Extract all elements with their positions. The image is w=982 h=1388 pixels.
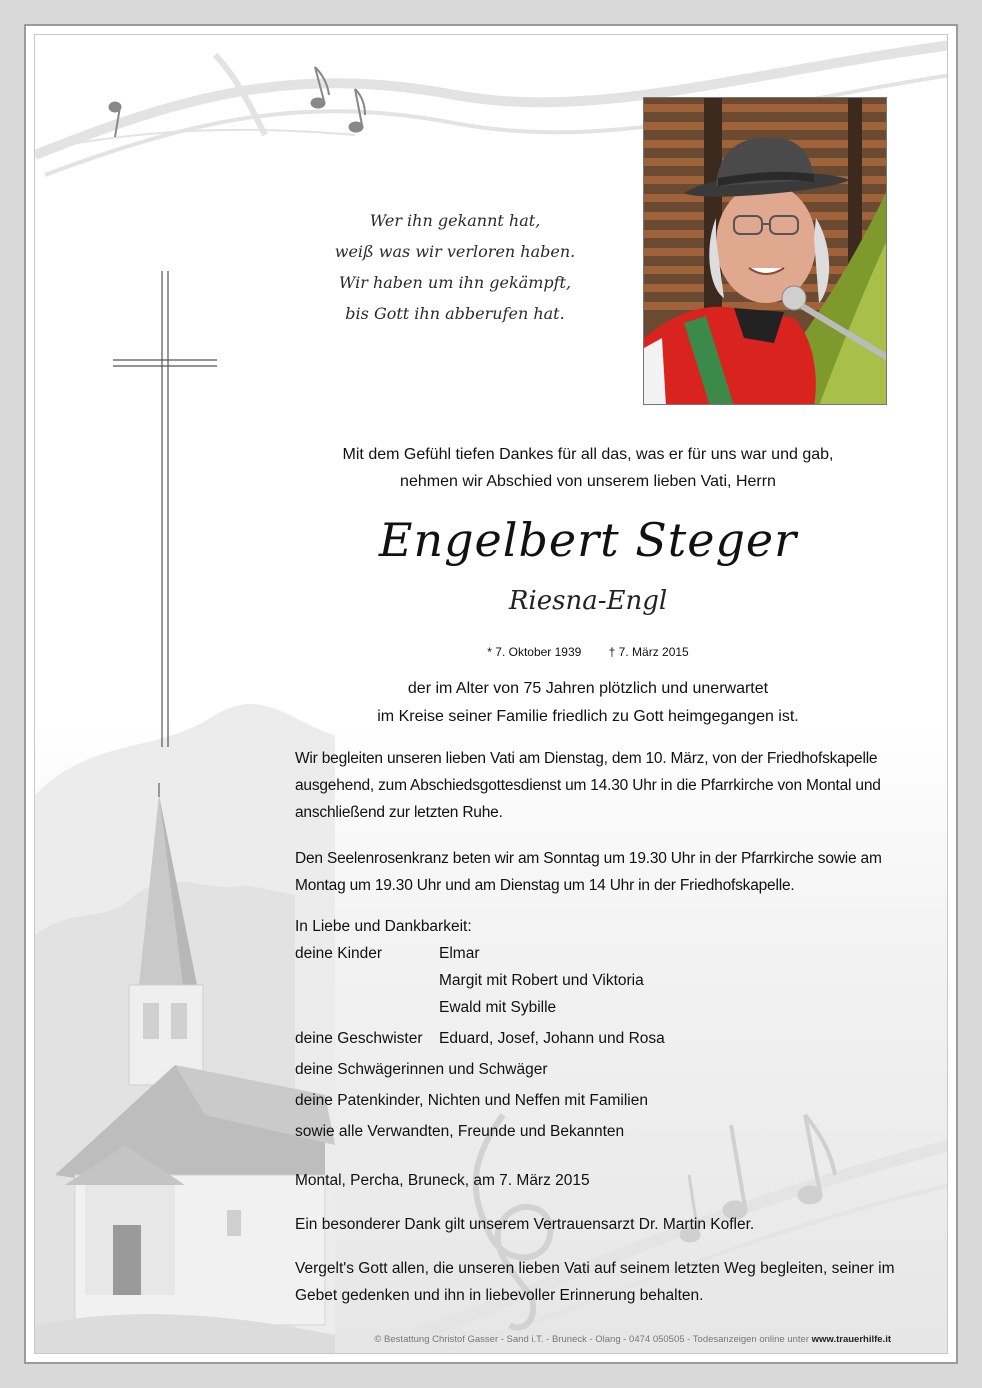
funeral-info: Wir begleiten unseren lieben Vati am Dienstag, dem 10. März, von der Friedhofskapelle ausgehend, zum Abschiedsgottesdienst um 14.30 Uhr in die Pfarrkirche von Montal und anschließend zur letzten Ruhe. [295, 750, 881, 821]
top-music-notes-icon [109, 67, 365, 137]
quote-line: bis Gott ihn abberufen hat. [345, 304, 565, 323]
children-label: deine Kinder [295, 945, 383, 962]
deceased-name: Engelbert Steger [378, 513, 798, 567]
intro-line: Mit dem Gefühl tiefen Dankes für all das, was er für uns war und gab, [342, 446, 834, 463]
intro-text [275, 441, 901, 495]
family-heading: In Liebe und Dankbarkeit: [295, 918, 472, 935]
footer-text: © Bestattung Christof Gasser - Sand i.T. - Bruneck - Olang - 0474 050505 - Todesanzeigen online unter [374, 1334, 809, 1345]
quote-line: Wer ihn gekannt hat, [369, 211, 541, 230]
obituary-card [24, 24, 958, 1364]
quote-line: Wir haben um ihn gekämpft, [338, 273, 572, 292]
child-name: Elmar [439, 945, 480, 962]
passing-text [275, 675, 901, 731]
child-name: Ewald mit Sybille [439, 999, 557, 1016]
passing-line: der im Alter von 75 Jahren plötzlich und unerwartet [407, 680, 769, 697]
birth-date: * 7. Oktober 1939 [487, 645, 582, 659]
card-inner [34, 34, 948, 1354]
cross-icon [113, 271, 217, 747]
footer-credit [295, 1333, 891, 1347]
rosary-info: Den Seelenrosenkranz beten wir am Sonntag um 19.30 Uhr in der Pfarrkirche sowie am Montag um 19.30 Uhr und am Dienstag um 14 Uhr in der Friedhofskapelle. [295, 850, 882, 894]
inlaws-line: deine Schwägerinnen und Schwäger [295, 1061, 548, 1078]
godchildren-line: deine Patenkinder, Nichten und Neffen mit Familien [295, 1092, 648, 1109]
others-line: sowie alle Verwandten, Freunde und Bekannten [295, 1123, 625, 1140]
special-thanks: Ein besonderer Dank gilt unserem Vertrauensarzt Dr. Martin Kofler. [295, 1216, 755, 1233]
siblings-label: deine Geschwister [295, 1030, 423, 1047]
siblings-names: Eduard, Josef, Johann und Rosa [439, 1030, 665, 1047]
footer-link[interactable]: www.trauerhilfe.it [811, 1334, 891, 1345]
passing-line: im Kreise seiner Familie friedlich zu Gott heimgegangen ist. [377, 708, 799, 725]
death-date: † 7. März 2015 [608, 645, 689, 659]
family-list [295, 913, 895, 1145]
portrait-photo [643, 97, 887, 405]
closing-text: Vergelt's Gott allen, die unseren lieben Vati auf seinem letzten Weg begleiten, seiner im Gebet gedenken und ihn in liebevoller Erinnerung behalten. [295, 1260, 895, 1304]
place-and-date: Montal, Percha, Bruneck, am 7. März 2015 [295, 1172, 590, 1189]
life-dates [275, 643, 901, 661]
child-name: Margit mit Robert und Viktoria [439, 972, 644, 989]
deceased-nickname: Riesna-Engl [508, 586, 668, 616]
intro-line: nehmen wir Abschied von unserem lieben Vati, Herrn [400, 473, 776, 490]
quote-line: weiß was wir verloren haben. [334, 242, 576, 261]
memorial-quote [305, 205, 605, 329]
